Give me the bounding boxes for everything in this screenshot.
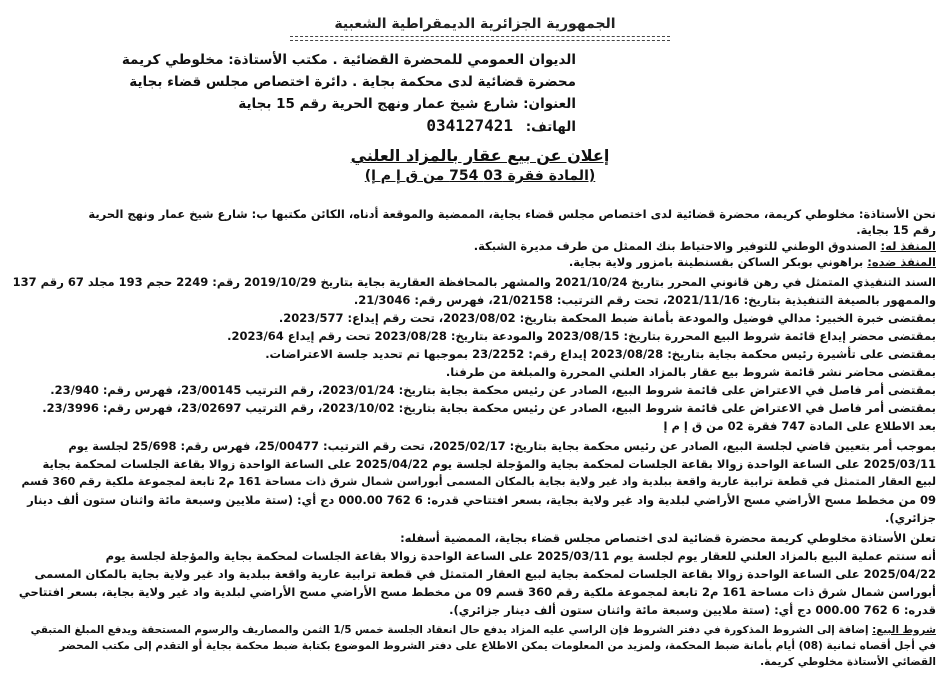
- body-line: أنه سنتم عملية البيع بالمزاد العلني للعقار يوم لجلسة يوم 2025/03/11 على الساعة الواحدة زوالا بقاعة الجلسات لمحكمة بجاية والمؤجلة لجلسة يوم: [105, 549, 936, 563]
- body-line: 2025/03/11 على الساعة الواحدة زوالا بقاعة الجلسات لمحكمة بجاية والمؤجلة لجلسة يوم 2025/04/22 على الساعة الواحدة زوالا بقاعة الجلسات لمحكمة بجاية: [42, 457, 936, 471]
- body-line: لبيع العقار المتمثل في قطعة ترابية عارية واقعة ببلدية واد غير ولاية بجاية بالمكان المسمى أبوراسن شمال شرق ذات مساحة 161 م2 تابعة لمجموعة ملكية رقم 360 قسم: [21, 475, 936, 488]
- body-line: بعد الاطلاع على المادة 747 فقرة 02 من ق إ م إ: [663, 419, 936, 433]
- republic-heading: الجمهورية الجزائرية الديمقراطية الشعبية: [334, 16, 616, 32]
- body-line: بموجب أمر بتعيين قاضي لجلسة البيع، الصادر عن رئيس محكمة بجاية بتاريخ: 2025/02/17، تحت رقم الترتيب: 25/00477، فهرس رقم: 25/698 لجلسة يوم: [68, 439, 936, 453]
- body-line: بمقتضى محاضر نشر قائمة شروط بيع عقار بالمزاد العلني المحررة والمبلغة من طرفنا.: [445, 365, 936, 379]
- executed-label: المنفذ ضده:: [867, 255, 936, 269]
- body-line: رقم 15 بجاية.: [856, 223, 936, 237]
- body-line: جزائري).: [884, 511, 936, 525]
- body-line: بمقتضى على تأشيرة رئيس محكمة بجاية بتاريخ: 2023/08/28 إيداع رقم: 23/2252 بموجبها تم تحديد جلسة الاعتراضات.: [265, 347, 936, 361]
- conditions-line: القضائي الأستاذة مخلوطي كريمة.: [760, 656, 936, 668]
- body-line: بمقتضى محضر إيداع قائمة شروط البيع المحررة بتاريخ: 2023/08/15 والمودعة بتاريخ: 2023/08/28 تحت رقم إيداع 2023/64.: [227, 329, 936, 343]
- conditions-line: في أجل أقصاه ثمانية (08) أيام بأمانة ضبط المحكمة، ولمزيد من المعلومات يمكن الاطلاع على دفتر الشروط الموضوع بكتابة ضبط محكمة بجاية أو التقدم إلى مكتب المحضر: [59, 640, 936, 652]
- body-line: نحن الأستاذة: مخلوطي كريمة، محضرة قضائية لدى اختصاص مجلس قضاء بجاية، الممضية والموقعة أدناه، الكائن مكتبها ب: شارع شيخ عمار ونهج الحرية: [88, 207, 936, 221]
- body-line: أبوراسن شمال شرق ذات مساحة 161 م2 تابعة لمجموعة ملكية رقم 360 قسم 09 من مخطط مسح الأراضي مسح الأراضي لبلدية واد غير ولاية بجاية، بسعر افتتاحي: [18, 585, 936, 599]
- phone-label: الهاتف:: [525, 119, 576, 135]
- bailiff-line: محضرة قضائية لدى محكمة بجاية . دائرة اختصاص مجلس قضاء بجاية: [129, 74, 576, 90]
- phone-line: [426, 116, 576, 135]
- executor-line: [474, 238, 936, 254]
- body-line: بمقتضى خبرة الخبير: مدالي فوضيل والمودعة بأمانة ضبط المحكمة بتاريخ: 2023/08/02، تحت رقم إيداع: 2023/577.: [278, 311, 936, 325]
- executed-value: براهوني بوبكر الساكن بقسنطينة بامزور ولاية بجاية.: [568, 255, 864, 269]
- body-line: السند التنفيذي المتمثل في رهن قانوني المحرر بتاريخ 2021/10/24 والمشهر بالمحافظة العقارية بجاية بتاريخ 2019/10/29 رقم: 2249 حجم 193 مجلد 67 رقم 137: [12, 275, 936, 289]
- conditions-label: شروط البيع:: [872, 624, 936, 636]
- executed-line: [569, 254, 936, 270]
- body-line: 2025/04/22 على الساعة الواحدة زوالا بقاعة الجلسات لمحكمة بجاية لبيع العقار المتمثل في قطعة ترابية عارية واقعة ببلدية واد غير ولاية بجاية بالمكان المسمى: [34, 567, 936, 581]
- body-line: تعلن الأستاذة مخلوطي كريمة محضرة قضائية لدى اختصاص مجلس قضاء بجاية، الممضية أسفله:: [400, 531, 936, 545]
- executor-value: الصندوق الوطني للتوفير والاحتياط بنك الممثل من طرف مديرة الشبكة.: [473, 239, 877, 253]
- executor-label: المنفذ له:: [880, 239, 936, 253]
- notice-title: إعلان عن بيع عقار بالمزاد العلني: [350, 146, 610, 165]
- office-line: الديوان العمومي للمحضرة القضائية . مكتب الأستاذة: مخلوطي كريمة: [121, 52, 576, 68]
- address-line: العنوان: شارع شيخ عمار ونهج الحرية رقم 15 بجاية: [238, 96, 576, 112]
- body-line: بمقتضى أمر فاصل في الاعتراض على قائمة شروط البيع، الصادر عن رئيس محكمة بجاية بتاريخ: 2023/10/02، رقم الترتيب 23/02697، فهرس رقم: 23/3996.: [42, 401, 936, 415]
- header-divider-1: [290, 36, 670, 37]
- phone-number: 034127421: [426, 116, 514, 135]
- body-line: والممهور بالصيغة التنفيذية بتاريخ: 2021/11/16، تحت رقم الترتيب: 21/02158، فهرس رقم: 21/3046.: [353, 293, 936, 307]
- body-line: قدره: 6 762 000.00 دج أي: (ستة ملايين وسبعة مائة واثنان ستون ألف دينار جزائري).: [449, 603, 936, 617]
- conditions-line: [31, 622, 936, 638]
- notice-subtitle: (المادة فقرة 03 754 من ق إ م إ): [364, 168, 596, 184]
- body-line: بمقتضى أمر فاصل في الاعتراض على قائمة شروط البيع، الصادر عن رئيس محكمة بجاية بتاريخ: 2023/01/24، رقم الترتيب 23/00145، فهرس رقم: 23/940.: [50, 383, 936, 397]
- header-divider-2: [290, 40, 670, 41]
- conditions-text: إضافة إلى الشروط المذكورة في دفتر الشروط فإن الراسي عليه المزاد يدفع حال انعقاد الجلسة خمس 1/5 الثمن والمصاريف والرسوم المستحقة ويدفع المبلغ المتبقي: [30, 624, 869, 636]
- body-line: 09 من مخطط مسح الأراضي مسح الأراضي لبلدية واد غير ولاية بجاية، بسعر افتتاحي قدره: 6 762 000.00 دج أي: (ستة ملايين وسبعة مائة واثنان ستون ألف دينار: [27, 493, 936, 507]
